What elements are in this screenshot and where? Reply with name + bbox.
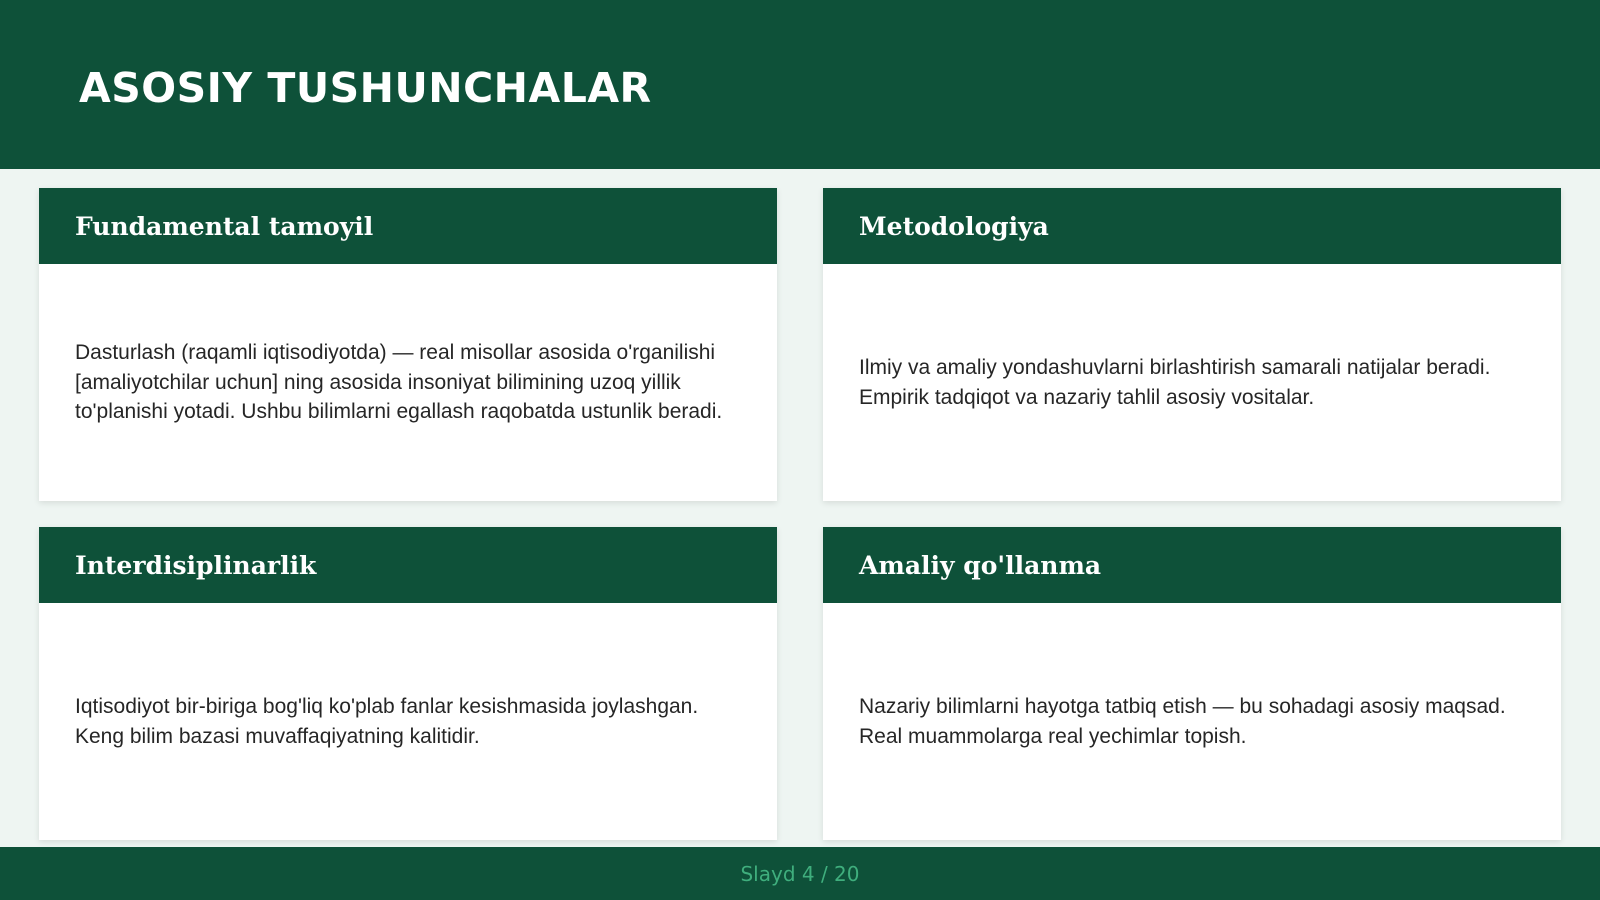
card-title: Metodologiya [859, 211, 1049, 241]
card-body [39, 264, 777, 501]
slide-counter: Slayd 4 / 20 [740, 861, 860, 886]
card-fundamental-tamoyil [39, 188, 777, 501]
card-title: Fundamental tamoyil [75, 211, 374, 241]
card-interdisiplinarlik [39, 527, 777, 840]
card-header [823, 188, 1561, 264]
card-header [39, 188, 777, 264]
card-metodologiya [823, 188, 1561, 501]
card-body [39, 603, 777, 840]
slide-title: ASOSIY TUSHUNCHALAR [79, 64, 652, 112]
card-title: Interdisiplinarlik [75, 550, 317, 580]
card-text: Nazariy bilimlarni hayotga tatbiq etish — bu sohadagi asosiy maqsad. Real muammolarga real yechimlar topish. [859, 695, 1506, 748]
slide-footer [0, 847, 1600, 900]
card-header [39, 527, 777, 603]
card-text: Iqtisodiyot bir-biriga bog'liq ko'plab fanlar kesishmasida joylashgan. Keng bilim bazasi muvaffaqiyatning kalitidir. [75, 695, 699, 748]
card-amaliy-qollanma [823, 527, 1561, 840]
card-text: Dasturlash (raqamli iqtisodiyotda) — real misollar asosida o'rganilishi [amaliyotchilar uchun] ning asosida insoniyat bilimining uzoq yillik to'planishi yotadi. Ushbu bilimlarni egallash raqobatda ustunlik beradi. [75, 341, 723, 424]
card-header [823, 527, 1561, 603]
card-text: Ilmiy va amaliy yondashuvlarni birlashtirish samarali natijalar beradi. Empirik tadqiqot va nazariy tahlil asosiy vositalar. [859, 356, 1491, 409]
slide-header [0, 0, 1600, 169]
card-body [823, 603, 1561, 840]
card-body [823, 264, 1561, 501]
card-title: Amaliy qo'llanma [859, 550, 1102, 580]
